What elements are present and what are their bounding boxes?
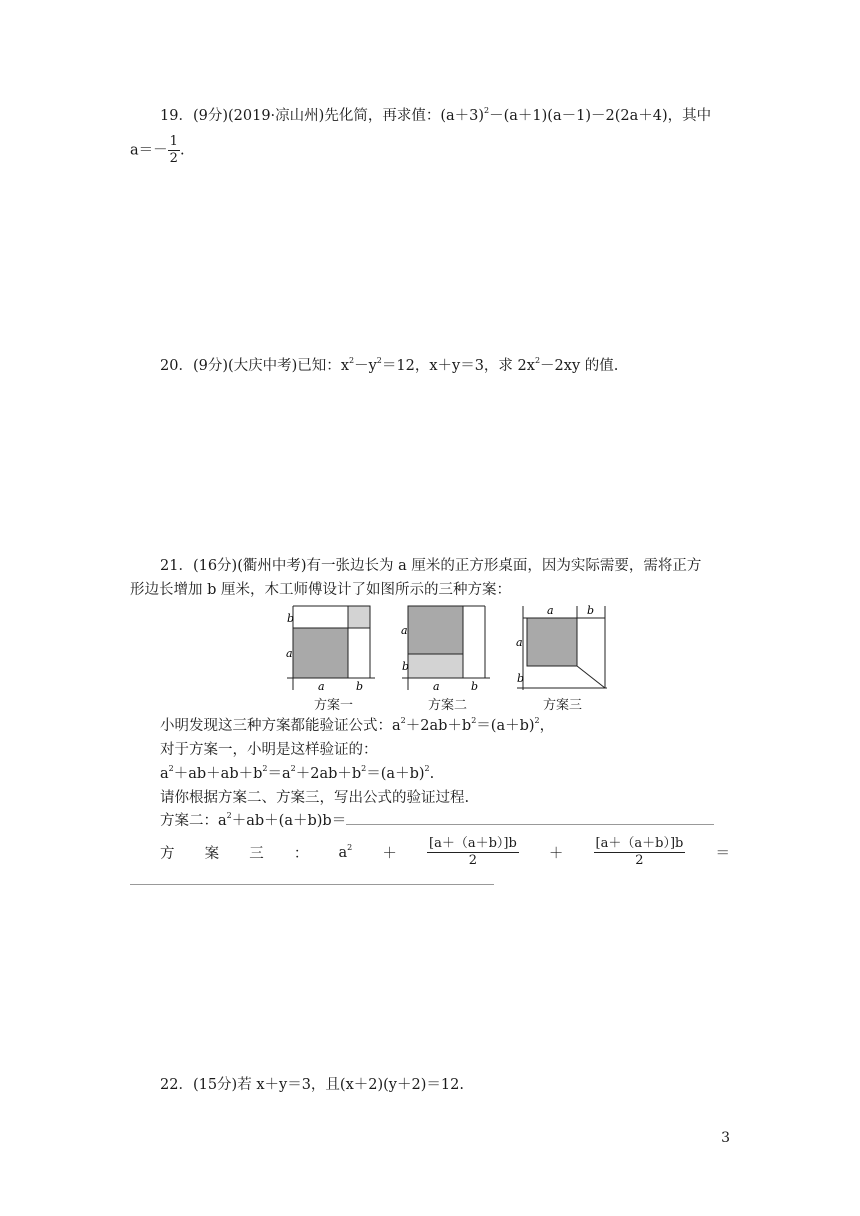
q19-line1: 19．(9分)(2019·凉山州)先化简，再求值：$(a+3)^2-(a+1)(a-1)-2(2a+4)$，其中 [160, 106, 712, 124]
q22-line: 22．(15分)若 x＋y＝3，且(x＋2)(y＋2)＝12. [160, 1077, 464, 1093]
plan1-label-a-bottom: a [318, 680, 325, 692]
svg-text:b: b [587, 604, 595, 617]
q20-line: 20．(9分)(大庆中考)已知：$x^2-y^2=12$，x＋y＝3，求 $2x^2-2xy$ 的值. [160, 356, 619, 374]
q19-cond-a: a＝－ [130, 142, 168, 159]
plan3-fraction-2: $\frac{[a+(a+b)]b}{2}$ [595, 836, 684, 868]
q19-line2 [130, 134, 185, 167]
q21-line1: 21．(16分)(衢州中考)有一张边长为 a 厘米的正方形桌面，因为实际需要，需将正方 [160, 558, 702, 574]
caption-plan2: 方案二 [428, 698, 468, 713]
page-number: 3 [721, 1130, 730, 1146]
plan1-figure [285, 602, 375, 692]
svg-text:a: a [547, 604, 554, 617]
q21-plan2: 方案二：$a^2+ab+(a+b)b=$ [160, 810, 714, 831]
plan1-label-a-side: a [286, 647, 293, 660]
svg-text:a: a [516, 636, 523, 649]
plan1-label-b-bottom: b [356, 680, 364, 692]
q21-line2: 形边长增加 b 厘米，木工师傅设计了如图所示的三种方案： [130, 582, 511, 598]
plan2-figure [400, 602, 490, 692]
q19-fraction: $\frac{1}{2}$ [169, 134, 178, 166]
q21-discovery: 小明发现这三种方案都能验证公式：$a^2+2ab+b^2=(a+b)^2$， [160, 716, 555, 734]
q19-expr-b: －(a＋1)(a－1)－2(2a＋4)，其中 [489, 108, 712, 124]
svg-text:b: b [402, 660, 410, 673]
caption-plan1: 方案一 [314, 698, 354, 713]
plan2-answer-blank[interactable] [346, 810, 714, 825]
q19-head: 19．(9分)(2019·凉山州)先化简，再求值： [160, 108, 441, 124]
plan1-label-b-side: b [287, 612, 295, 625]
q19-cond-end: . [179, 142, 185, 159]
plan3-answer-blank[interactable] [130, 884, 494, 885]
plan3-fraction-1: $\frac{[a+(a+b)]b}{2}$ [429, 836, 517, 868]
q19-expr-a: (a＋3) [440, 108, 485, 124]
svg-text:b: b [471, 680, 479, 692]
svg-text:a: a [401, 624, 408, 637]
svg-text:b: b [517, 672, 525, 685]
q21-plan3: 方 案 三 ： $a^2$ ＋ $\frac{[a+(a+b)]b}{2}$ ＋ $\frac{[a+(a+b)]b}{2}$ ＝ [160, 836, 730, 868]
caption-plan3: 方案三 [543, 698, 583, 713]
q21-ask: 请你根据方案二、方案三，写出公式的验证过程. [160, 790, 470, 806]
plan3-figure [515, 602, 610, 692]
q21-plan1-intro: 对于方案一，小明是这样验证的： [160, 742, 378, 758]
q21-plan1-proof: $a^2+ab+ab+b^2=a^2+2ab+b^2=(a+b)^2$. [160, 764, 435, 782]
svg-text:a: a [433, 680, 440, 692]
